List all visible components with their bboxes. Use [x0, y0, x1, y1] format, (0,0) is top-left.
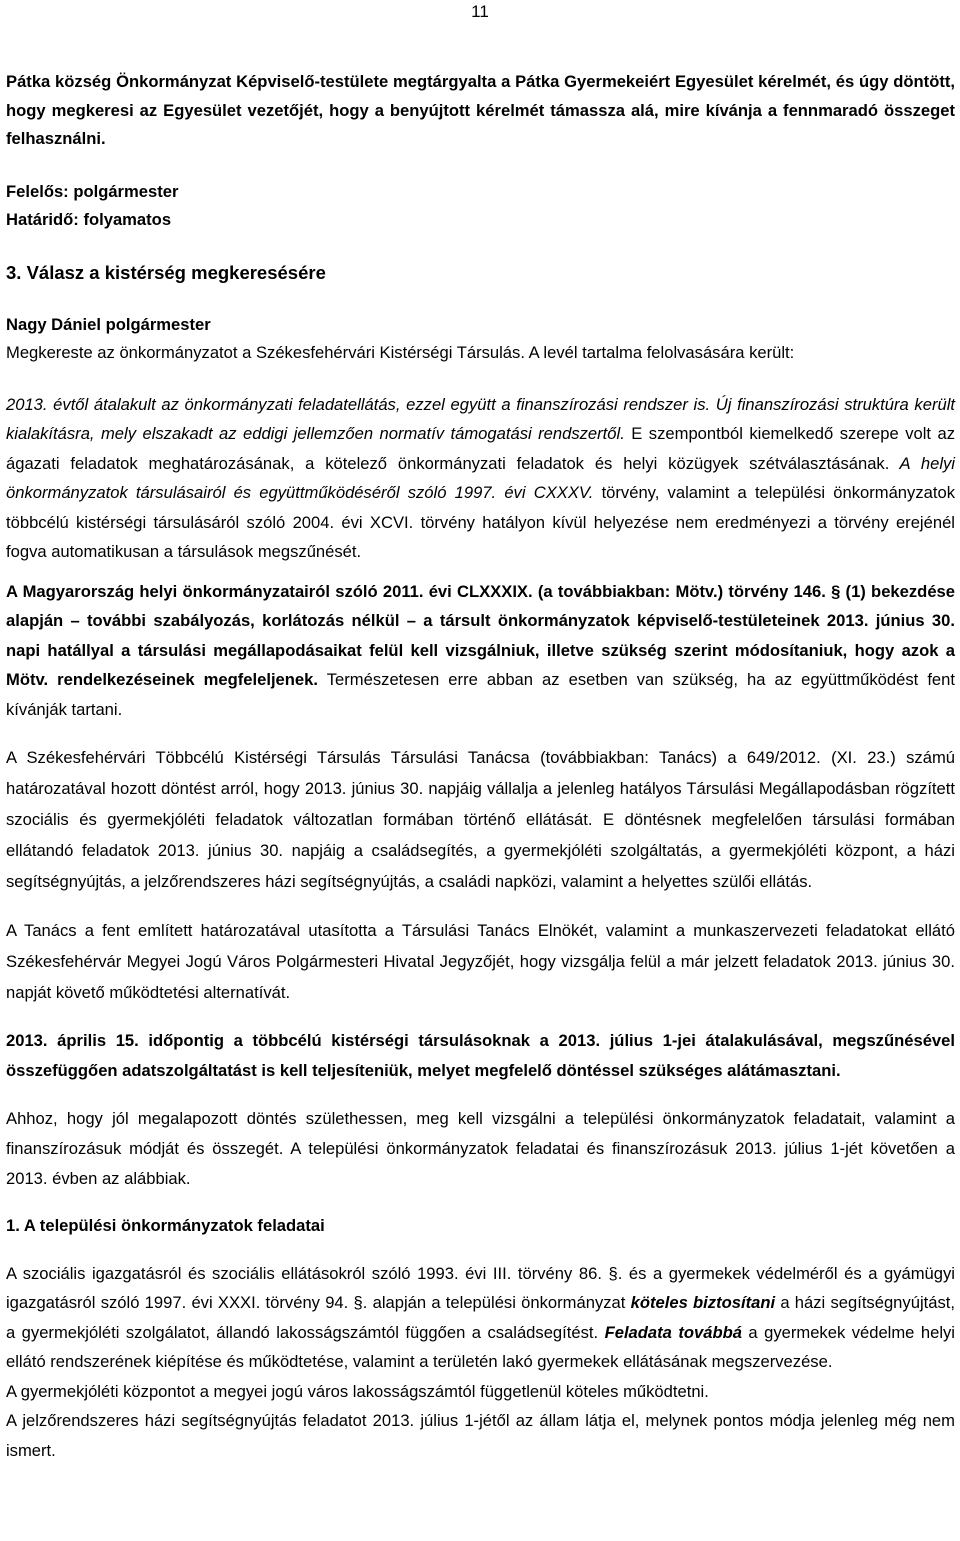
- responsible-line: Felelős: polgármester: [6, 181, 179, 201]
- letter-p1-tail: törvény, valamint a települési önkormányzatok többcélú kistérségi társulásáról szóló 2004. évi XCVI. törvény hatályon kívül helyezése nem eredményezi a törvény erejénél fogva automatikusan a társulások megszűnését.: [6, 483, 955, 561]
- letter-paragraph-7: [6, 1259, 955, 1377]
- speaker-statement: Megkereste az önkormányzatot a Székesfehérvári Kistérségi Társulás. A levél tartalma felolvasására került:: [6, 342, 795, 362]
- letter-p2-bold-section: § (1) bekezdése alapján – további szabályozás, korlátozás nélkül – a társult önkormányzatok képviselő-testületeinek 2013. június 30.: [6, 581, 955, 630]
- letter-paragraph-4: A Tanács a fent említett határozatával utasította a Társulási Tanács Elnökét, valamint a munkaszervezeti feladatokat ellátó Székesfehérvár Megyei Jogú Város Polgármesteri Hivatal Jegyzőjét, hogy vizsgálja felül a már jelzett feladatok 2013. június 30. napját követő működtetési alternatívát.: [6, 921, 955, 1002]
- letter-p7-a: A szociális igazgatásról és szociális ellátásokról szóló 1993. évi III. törvény 86. §. és a gyermekek védelméről és a gyámügyi igazgatásról szóló 1997. évi XXXI. törvény 94. §. alapján a települési önkormányzat: [6, 1263, 955, 1312]
- subheading-municipal-tasks: 1. A települési önkormányzatok feladatai: [6, 1216, 325, 1235]
- letter-paragraph-2: [6, 577, 955, 725]
- letter-p7-c: a gyermekek védelme helyi ellátó rendszerének kiépítése és működtetése, valamint a területén lakó gyermekek ellátásának megszervezése.: [6, 1322, 955, 1371]
- letter-paragraph-8: A gyermekjóléti központot a megyei jogú város lakosságszámtól függetlenül köteles működtetni.: [6, 1381, 709, 1401]
- letter-p1-italic-a: 2013. évtől átalakult az önkormányzati feladatellátás, ezzel együtt a finanszírozási rendszer is. Új finanszírozási struktúra került kialakításra, mely elszakadt az eddigi jellemzően normatív támogatási rendszertől.: [6, 394, 955, 443]
- letter-paragraph-5: 2013. április 15. időpontig a többcélú kistérségi társulásoknak a 2013. július 1-jei átalakulásával, megszűnésével összefüggően adatszolgáltatást is kell teljesíteniük, melyet megfelelő döntéssel szükséges alátámasztani.: [6, 1031, 955, 1080]
- letter-p2-bold: A Magyarország helyi önkormányzatairól szóló 2011. évi CLXXXIX. (a továbbiakban: Mötv.) törvény 146.: [6, 581, 826, 601]
- letter-p1-normal: E szempontból kiemelkedő szerepe volt az ágazati feladatok meghatározásának, a kötelező önkormányzati feladatok és helyi közügyek szétválasztásának.: [6, 424, 955, 473]
- letter-paragraph-3: A Székesfehérvári Többcélú Kistérségi Társulás Társulási Tanácsa (továbbiakban: Tanács) a 649/2012. (XI. 23.) számú határozatával hozott döntést arról, hogy 2013. június 30. napjáig vállalja a jelenleg hatályos Társulási Megállapodásban rögzített szociális és gyermekjóléti feladatok változatlan formában történő ellátását. E döntésnek megfelelően társulási formában ellátandó feladatok 2013. június 30. napjáig a családsegítés, a gyermekjóléti szolgáltatás, a gyermekjóléti központ, a házi segítségnyújtás, a jelzőrendszeres házi segítségnyújtás, a családi napközi, valamint a helyettes szülői ellátás.: [6, 748, 955, 891]
- letter-p2-bold-b: napi hatállyal a társulási megállapodásaikat felül kell vizsgálniuk, illetve szükség szerint módosítaniuk, hogy azok a Mötv. rendelkezéseinek megfeleljenek.: [6, 640, 955, 689]
- letter-p1-italic-b: A helyi önkormányzatok társulásairól és együttműködéséről szóló 1997. évi CXXXV.: [6, 453, 955, 502]
- document-body: [6, 68, 955, 1465]
- deadline-line: Határidő: folyamatos: [6, 210, 172, 229]
- page-number: 11: [471, 2, 489, 21]
- letter-p7-bold-a: köteles biztosítani: [630, 1293, 776, 1312]
- letter-p7-b: a házi segítségnyújtást, a gyermekjóléti szolgálatot, állandó lakosságszámtól függően a családsegítést.: [6, 1293, 955, 1342]
- section-3-heading: 3. Válasz a kistérség megkeresésére: [6, 261, 326, 283]
- letter-p2-normal: Természetesen erre abban az esetben van szükség, ha az együttműködést fent kívánják tartani.: [6, 670, 956, 719]
- letter-paragraph-1: [6, 390, 955, 567]
- letter-paragraph-9: A jelzőrendszeres házi segítségnyújtás feladatot 2013. július 1-jétől az állam látja el, melynek pontos módja jelenleg még nem ismert.: [6, 1411, 955, 1460]
- intro-paragraph: Pátka község Önkormányzat Képviselő-testülete megtárgyalta a Pátka Gyermekeiért Egyesület kérelmét, és úgy döntött, hogy megkeresi az Egyesület vezetőjét, hogy a benyújtott kérelmét támassza alá, mire kívánja a fennmaradó összeget felhasználni.: [6, 72, 955, 148]
- speaker-name: Nagy Dániel polgármester: [6, 315, 211, 334]
- letter-p7-bold-b: Feladata továbbá: [604, 1322, 742, 1342]
- letter-paragraph-6: Ahhoz, hogy jól megalapozott döntés születhessen, meg kell vizsgálni a települési önkormányzatok feladatait, valamint a finanszírozásuk módját és összegét. A települési önkormányzatok feladatai és finanszírozásuk 2013. július 1-jét követően a 2013. évben az alábbiak.: [6, 1109, 955, 1188]
